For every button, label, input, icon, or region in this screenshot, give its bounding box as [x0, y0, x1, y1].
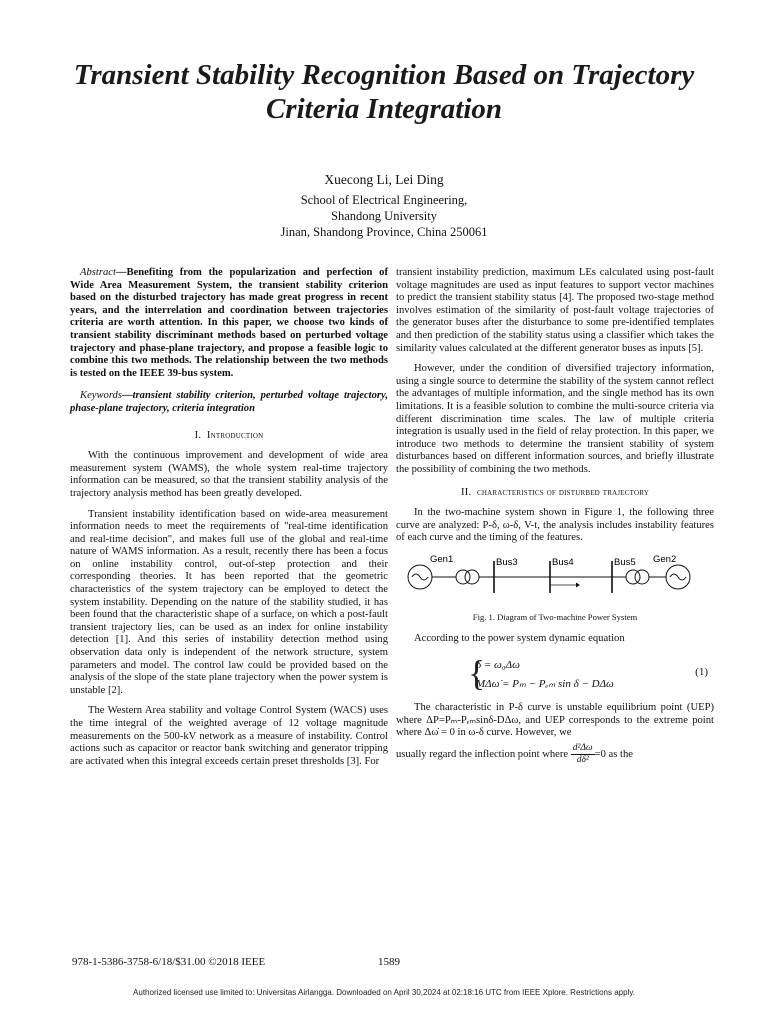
author-names: Xuecong Li, Lei Ding: [324, 172, 444, 187]
section-title: characteristics of disturbed trajectory: [477, 486, 649, 498]
paragraph: According to the power system dynamic equation: [414, 633, 625, 645]
paper-title: Transient Stability Recognition Based on Trajectory Criteria Integration: [73, 59, 695, 125]
load-arrow-head: [576, 582, 580, 587]
fraction-denominator: dδ²: [576, 754, 589, 765]
equation-brace: {: [468, 653, 486, 694]
generator-2-wave: [670, 574, 686, 580]
fraction-numerator: d²Δω: [572, 742, 593, 753]
figure-two-machine-system: [400, 553, 700, 603]
license-note: Authorized licensed use limited to: Universitas Airlangga. Downloaded on April 30,2024 at 02:18:16 UTC from IEEE Xplore. Restrictions apply.: [133, 988, 635, 997]
page-number: 1589: [378, 956, 400, 968]
affiliation-line-3: Jinan, Shandong Province, China 250061: [280, 225, 488, 239]
paragraph: transient instability prediction, maximum LEs calculated using post-fault voltage magnitudes are used as input features to support vector machines to predict the transient stability status [4]. The proposed two-stage method involves estimation of the similarity of post-fault voltage trajectories of the generator buses after the disturbance to some pre-identified templates and then prediction of the stability status using a classifier which takes the similarity values calculated at the different generator buses as inputs [5].: [396, 267, 714, 354]
transformer-1-coil-b: [465, 570, 479, 584]
abstract: [70, 267, 388, 380]
keywords: [70, 390, 388, 415]
equation-line-2: MΔω̇ = Pₘ − Pₑₘ sin δ − DΔω: [476, 678, 614, 691]
label-gen1: Gen1: [430, 553, 454, 565]
power-system-diagram: [400, 553, 700, 603]
figure-caption: Fig. 1. Diagram of Two-machine Power System: [472, 611, 638, 622]
label-gen2: Gen2: [653, 553, 677, 565]
label-bus4: Bus4: [552, 556, 574, 568]
author-block: [184, 172, 584, 240]
paragraph: In the two-machine system shown in Figure 1, the following three curve are analyzed: P-δ, ω-δ, V-t, the analysis includes instability features of each curve and the timing of the features.: [396, 507, 714, 544]
section-heading-characteristics: [396, 487, 714, 500]
paragraph: The Western Area stability and voltage Control System (WACS) uses the time integral of the weighted average of 12 voltage magnitude measurements on the 500-kV network as a measure of instability. Control actions such as capacitor or reactor bank switching and generator tripping are activated when this integral exceeds certain preset thresholds [3]. For: [70, 705, 388, 767]
section-number: II.: [461, 486, 472, 498]
equation-number: (1): [695, 666, 708, 679]
page-footer: [72, 956, 400, 968]
section-title: Introduction: [206, 429, 264, 441]
label-bus3: Bus3: [496, 556, 518, 568]
left-column: [70, 267, 388, 768]
keywords-text: —transient stability criterion, perturbed voltage trajectory, phase-plane trajectory, criteria integration: [70, 390, 388, 414]
equation-1: [396, 654, 714, 698]
abstract-text: —Benefiting from the popularization and perfection of Wide Area Measurement System, the transient stability criterion based on the disturbed trajectory has made great progress in recent years, and the interrelation and coordination between trajectories criteria are worth attention. In this paper, we choose two kinds of transient stability discriminant methods based on perturbed voltage trajectory and phase-plane trajectory, and propose a feasible logic to combine this two methods. The relationship between the two methods is tested on the IEEE 39-bus system.: [70, 267, 388, 379]
text-run: usually regard the inflection point where: [396, 748, 569, 760]
transformer-1-coil-a: [456, 570, 470, 584]
paragraph: With the continuous improvement and development of wide area measurement system (WAMS), the whole system real-time trajectory information can be measured, so that the transient stability analysis of the trajectory analysis method has been greatly developed.: [70, 450, 388, 499]
equation-line-1: δ = ω₀Δω: [476, 659, 520, 672]
label-bus5: Bus5: [614, 556, 636, 568]
section-heading-introduction: [70, 430, 388, 443]
affiliation-line-1: School of Electrical Engineering,: [300, 193, 468, 207]
equation-lines: [476, 656, 614, 694]
paragraph-inline-fraction: [396, 742, 714, 768]
paragraph: Transient instability identification based on wide-area measurement information needs to meet the requirements of "real-time identification and real-time decision", and makes full use of the global and real-time nature of WAMS information. As a result, recently there has been a focus on online instability control, out-of-step protection and their corresponding theories. It has been reported that the geometric characteristics of the system trajectory can be employed to detect the system instability. Depending on the nature of the stability studied, it has been found that the characteristic shape of a surface, on which a post-fault transient trajectory lies, can be used as an index for online instability detection [1]. And this series of instability detection method using observation data only is independent of the network structure, system parameters and model. The control law could be provided based on the analysis of the slope of the state plane trajectory when the power system is unstable [2].: [70, 508, 388, 696]
generator-1-wave: [412, 574, 428, 580]
affiliation-line-2: Shandong University: [331, 209, 437, 223]
section-number: I.: [194, 429, 202, 441]
paragraph: However, under the condition of diversified trajectory information, using a single source to determine the stability of the system cannot reflect the advantages of multiple information, and the single method has its own limitations. It is a feasible solution to combine the multi-source criteria via different discrimination time scales. The law of multiple criteria integration is usually used in the field of relay protection. In this paper, we introduce two methods to determine the transient stability of system disturbances based on different information sources, and briefly illustrate the possibility of combining the two methods.: [396, 363, 714, 475]
paragraph: The characteristic in P-δ curve is unstable equilibrium point (UEP) where ΔP=Pₘ-Pₑₘsinδ-DΔω, and UEP corresponds to the extreme point where Δω̇ = 0 in ω-δ curve. However, we: [396, 702, 714, 739]
keywords-label: Keywords: [80, 390, 122, 402]
right-column: [396, 267, 714, 768]
transformer-2-coil-a: [626, 570, 640, 584]
isbn-copyright: 978-1-5386-3758-6/18/$31.00 ©2018 IEEE: [72, 956, 266, 968]
text-run: =0 as the: [594, 748, 633, 760]
transformer-2-coil-b: [635, 570, 649, 584]
abstract-label: Abstract: [80, 267, 116, 278]
fraction: [571, 743, 595, 766]
